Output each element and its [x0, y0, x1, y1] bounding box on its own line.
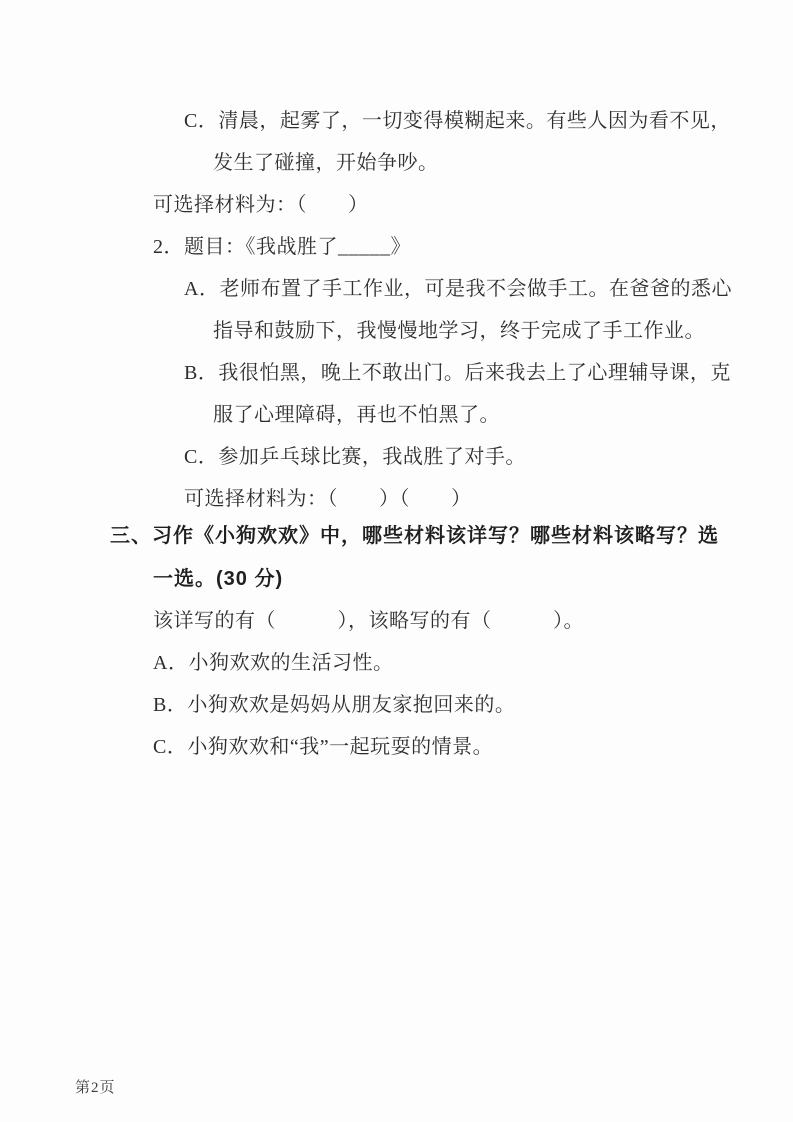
section3-option-a: A．小狗欢欢的生活习性。 — [153, 652, 394, 674]
item2-option-c-line: C．参加乒乓球比赛，我战胜了对手。 — [184, 446, 526, 468]
item2-option-b-line2: 服了心理障碍，再也不怕黑了。 — [213, 404, 500, 426]
item1-answer-blank-line: 可选择材料为：（ ） — [153, 194, 369, 216]
item1-option-c-line2: 发生了碰撞，开始争吵。 — [213, 152, 439, 174]
section3-option-b: B．小狗欢欢是妈妈从朋友家抱回来的。 — [153, 694, 516, 716]
section3-heading-line1: 三、习作《小狗欢欢》中，哪些材料该详写？哪些材料该略写？选 — [110, 525, 719, 547]
item2-option-a-line1: A．老师布置了手工作业，可是我不会做手工。在爸爸的悉心 — [184, 278, 732, 300]
item1-option-c-line1: C．清晨，起雾了，一切变得模糊起来。有些人因为看不见， — [184, 110, 731, 132]
section3-answer-blank-line: 该详写的有（ ），该略写的有（ ）。 — [153, 610, 584, 632]
page-number: 第2页 — [75, 1080, 116, 1096]
item2-option-a-line2: 指导和鼓励下，我慢慢地学习，终于完成了手工作业。 — [213, 320, 705, 342]
section3-option-c: C．小狗欢欢和“我”一起玩耍的情景。 — [153, 736, 494, 758]
item2-title-line: 2．题目：《我战胜了_____》 — [153, 236, 411, 258]
item2-option-b-line1: B．我很怕黑，晚上不敢出门。后来我去上了心理辅导课，克 — [184, 362, 731, 384]
item2-answer-blank-line: 可选择材料为：（ ）（ ） — [184, 488, 472, 510]
section3-heading-line2: 一选。(30 分) — [153, 568, 284, 590]
